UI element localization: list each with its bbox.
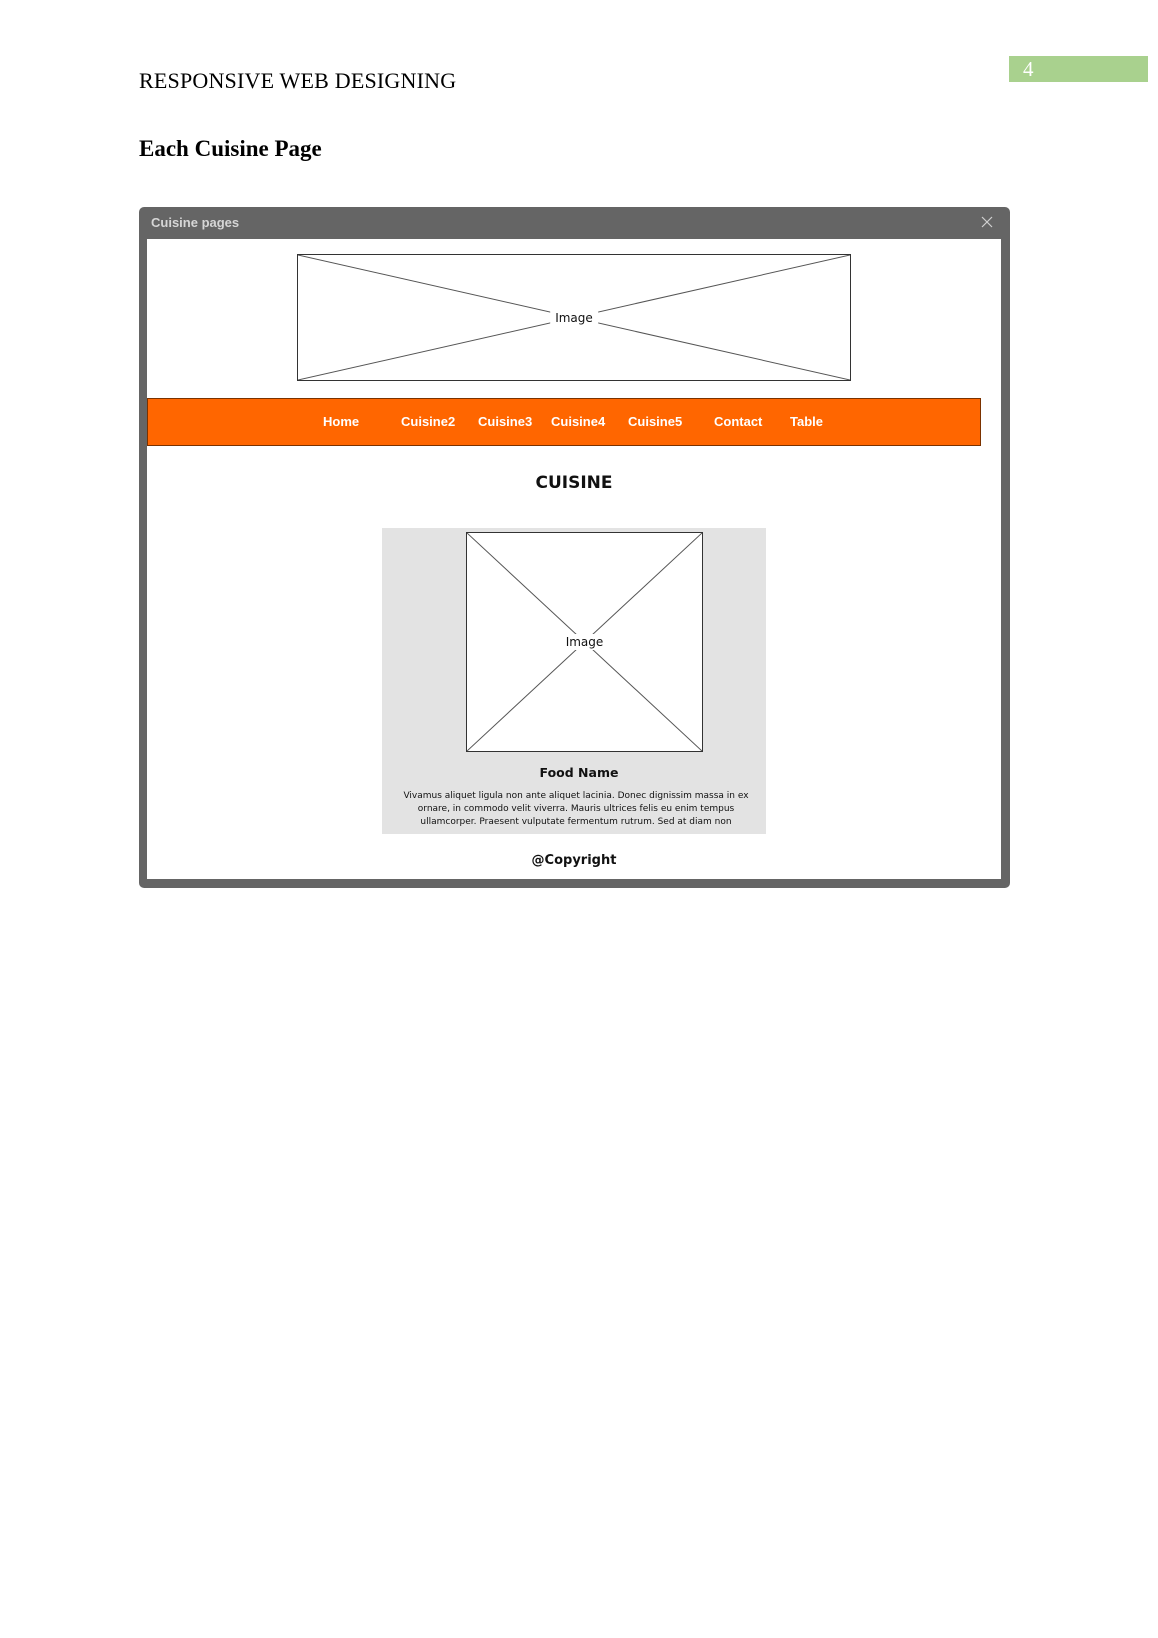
nav-item-cuisine3[interactable]: Cuisine3	[478, 414, 533, 429]
wireframe-window	[139, 207, 1010, 888]
section-heading: Each Cuisine Page	[139, 136, 322, 161]
nav-item-contact[interactable]: Contact	[714, 414, 763, 429]
nav-item-table[interactable]: Table	[790, 414, 823, 429]
nav-item-cuisine4[interactable]: Cuisine4	[551, 414, 606, 429]
food-description-line: Vivamus aliquet ligula non ante aliquet lacinia. Donec dignissim massa in ex	[403, 791, 749, 801]
window-title: Cuisine pages	[151, 215, 240, 230]
nav-item-cuisine2[interactable]: Cuisine2	[401, 414, 456, 429]
banner-image-placeholder	[297, 254, 851, 381]
food-description	[396, 790, 756, 829]
banner-image-label: Image	[550, 310, 598, 326]
navigation-bar	[147, 398, 981, 446]
cuisine-heading: CUISINE	[535, 473, 613, 493]
window-content	[147, 239, 1001, 879]
close-icon[interactable]	[980, 215, 994, 229]
nav-item-home[interactable]: Home	[323, 414, 360, 429]
page-number: 4	[1009, 56, 1148, 82]
food-description-line: ullamcorper. Praesent vulputate fermentum rutrum. Sed at diam non	[420, 817, 732, 827]
copyright-footer: @Copyright	[531, 853, 617, 868]
food-name: Food Name	[539, 765, 619, 780]
nav-item-cuisine5[interactable]: Cuisine5	[628, 414, 683, 429]
food-image-placeholder	[466, 532, 703, 752]
running-header: RESPONSIVE WEB DESIGNING	[139, 68, 457, 93]
food-card	[382, 528, 766, 834]
food-image-label: Image	[561, 634, 609, 650]
food-description-line: ornare, in commodo velit viverra. Mauris ultrices felis eu enim tempus	[417, 804, 735, 814]
